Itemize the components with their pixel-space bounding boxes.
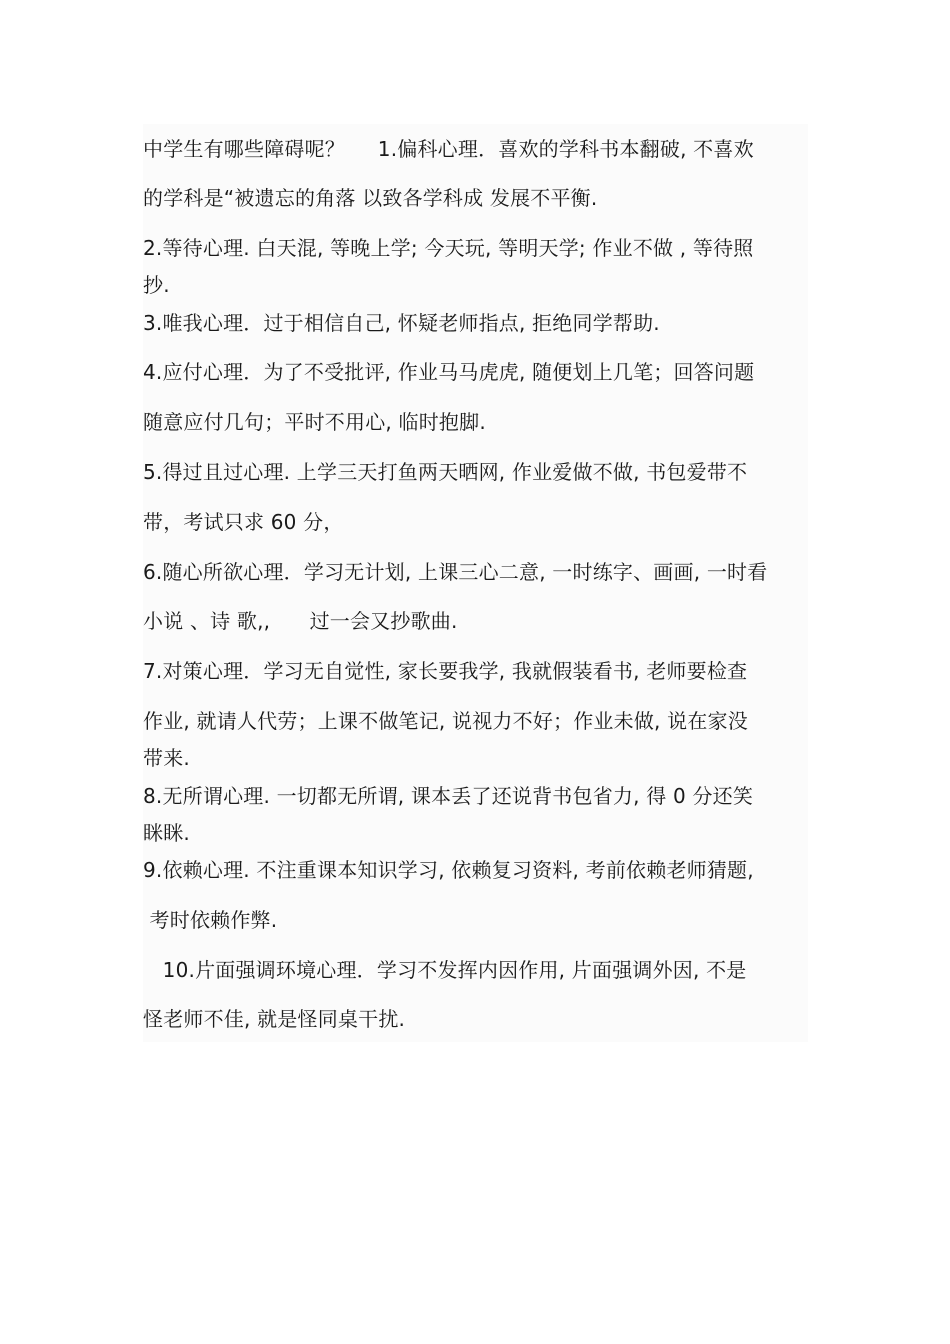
text-line: 怪老师不佳, 就是怪同桌干扰.	[143, 1007, 406, 1031]
text-line: 带来.	[143, 746, 190, 770]
text-line: 考时依赖作弊.	[143, 908, 278, 932]
text-block	[143, 124, 808, 1042]
text-line: 带，考试只求 60 分，	[143, 510, 344, 534]
text-line: 小说 、诗 歌,, 过一会又抄歌曲.	[143, 609, 458, 633]
text-line: 随意应付几句；平时不用心, 临时抱脚.	[143, 410, 486, 434]
text-line: 抄.	[143, 273, 170, 297]
text-line: 的学科是“被遗忘的角落 以致各学科成 发展不平衡.	[143, 186, 598, 210]
text-line: 2.等待心理. 白天混, 等晚上学; 今天玩, 等明天学; 作业不做 , 等待照	[143, 236, 754, 260]
text-line: 中学生有哪些障碍呢？ 1.偏科心理．喜欢的学科书本翻破, 不喜欢	[143, 137, 754, 161]
text-line: 10.片面强调环境心理．学习不发挥内因作用, 片面强调外因, 不是	[143, 958, 747, 982]
text-line: 作业, 就请人代劳；上课不做笔记, 说视力不好；作业未做, 说在家没	[143, 709, 748, 733]
text-line: 8.无所谓心理. 一切都无所谓, 课本丢了还说背书包省力, 得 0 分还笑	[143, 784, 754, 808]
text-line: 5.得过且过心理. 上学三天打鱼两天晒网, 作业爱做不做, 书包爱带不	[143, 460, 748, 484]
text-line: 眯眯.	[143, 821, 190, 845]
text-line: 7.对策心理．学习无自觉性, 家长要我学, 我就假装看书, 老师要检查	[143, 659, 748, 683]
text-line: 6.随心所欲心理．学习无计划, 上课三心二意, 一时练字、画画, 一时看	[143, 560, 768, 584]
text-line: 3.唯我心理．过于相信自己, 怀疑老师指点, 拒绝同学帮助.	[143, 311, 660, 335]
text-line: 9.依赖心理. 不注重课本知识学习, 依赖复习资料, 考前依赖老师猜题,	[143, 858, 754, 882]
text-line: 4.应付心理．为了不受批评, 作业马马虎虎, 随便划上几笔；回答问题	[143, 360, 755, 384]
